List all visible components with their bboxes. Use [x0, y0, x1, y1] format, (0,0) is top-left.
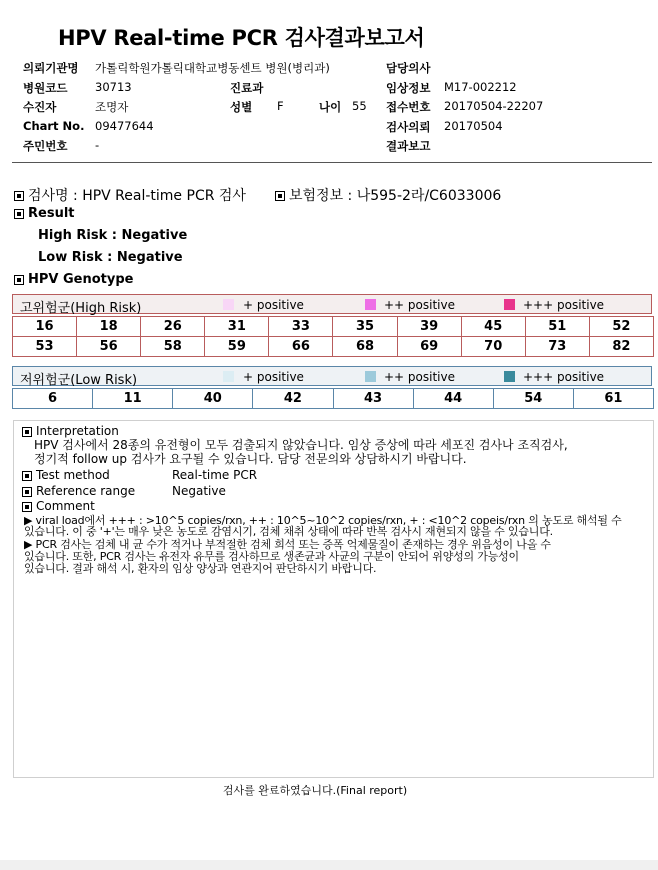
interpretation-text-2: 정기적 follow up 검사가 요구될 수 있습니다. 담당 전문의와 상담하시기 바랍니다.	[34, 452, 467, 466]
resident-no-value: -	[95, 138, 100, 152]
genotype-cell: 59	[205, 337, 269, 357]
reference-range-label: Reference range	[36, 484, 136, 498]
clinical-info-label: 임상정보	[386, 81, 431, 95]
sex-value: F	[277, 99, 284, 113]
genotype-cell: 44	[413, 389, 493, 409]
insurance-line	[275, 185, 501, 205]
plus-plus-plus-swatch	[504, 299, 515, 310]
legend-plus-plus-plus: +++ positive	[523, 298, 605, 312]
checkbox-square-icon	[22, 471, 32, 481]
genotype-cell: 53	[13, 337, 77, 357]
test-request-label: 검사의뢰	[386, 120, 431, 134]
genotype-cell: 18	[77, 317, 141, 337]
collector-value: 조명자	[95, 100, 129, 114]
genotype-cell: 11	[93, 389, 173, 409]
genotype-cell: 40	[173, 389, 253, 409]
result-heading: Result	[28, 206, 75, 221]
genotype-cell: 26	[141, 317, 205, 337]
comment-text-3: ▶ PCR 검사는 검체 내 균 수가 적거나 부적절한 검체 희석 또는 증폭 억제물질이 존재하는 경우 위음성이 나올 수	[24, 538, 551, 551]
chart-no-value: 09477644	[95, 119, 154, 133]
genotype-cell: 39	[397, 317, 461, 337]
checkbox-square-icon	[22, 427, 32, 437]
department-label: 진료과	[230, 81, 264, 95]
table-row	[13, 337, 654, 357]
low-risk-table	[12, 388, 654, 409]
checkbox-square-icon	[22, 502, 32, 512]
low-risk-group-name: 저위험군(Low Risk)	[20, 373, 138, 388]
report-title: HPV Real-time PCR 검사결과보고서	[58, 26, 425, 50]
high-risk-header	[12, 294, 652, 314]
plus-swatch	[223, 371, 234, 382]
legend-plus-plus: ++ positive	[384, 298, 455, 312]
final-report-note: 검사를 완료하였습니다.(Final report)	[222, 784, 408, 797]
genotype-cell: 42	[253, 389, 333, 409]
plus-swatch	[223, 299, 234, 310]
doctor-label: 담당의사	[386, 61, 431, 75]
test-method-label: Test method	[36, 468, 110, 482]
receipt-no-label: 접수번호	[386, 100, 431, 114]
checkbox-square-icon	[275, 191, 285, 201]
age-value: 55	[352, 99, 367, 113]
age-label: 나이	[319, 100, 342, 114]
result-report-label: 결과보고	[386, 139, 431, 153]
test-name: 검사명 : HPV Real-time PCR 검사	[28, 188, 246, 204]
genotype-cell: 68	[333, 337, 397, 357]
genotype-cell: 31	[205, 317, 269, 337]
reference-range-value: Negative	[172, 484, 226, 498]
checkbox-square-icon	[14, 275, 24, 285]
genotype-cell: 16	[13, 317, 77, 337]
genotype-cell: 56	[77, 337, 141, 357]
table-row	[13, 317, 654, 337]
legend-plus: + positive	[243, 370, 304, 384]
comment-text-1: ▶ viral load에서 +++ : >10^5 copies/rxn, ++ : 10^5~10^2 copies/rxn, + : <10^2 copeis/rxn 의 농도로 해석될 수	[24, 514, 622, 527]
genotype-cell: 33	[269, 317, 333, 337]
clinical-info-value: M17-002212	[444, 80, 517, 94]
legend-plus-plus: ++ positive	[384, 370, 455, 384]
resident-no-label: 주민번호	[23, 139, 68, 153]
page-bottom-edge	[0, 860, 658, 870]
genotype-cell: 66	[269, 337, 333, 357]
plus-plus-swatch	[365, 371, 376, 382]
high-risk-table	[12, 316, 654, 357]
comment-text-4: 있습니다. 또한, PCR 검사는 유전자 유무를 검사하므로 생존균과 사균의 구분이 안되어 위양성의 가능성이	[24, 550, 519, 563]
result-heading-line	[14, 206, 75, 221]
low-risk-result: Low Risk : Negative	[38, 250, 183, 265]
test-request-value: 20170504	[444, 119, 503, 133]
reference-range-line	[22, 484, 135, 498]
requesting-org-value: 가톨릭학원가톨릭대학교병동센트 병원(병리과)	[95, 61, 330, 75]
comment-text-2: 있습니다. 이 중 '+'는 매우 낮은 농도로 감염시기, 검체 채취 상태에 따라 반복 검사시 재현되지 않을 수 있습니다.	[24, 525, 553, 538]
genotype-cell: 69	[397, 337, 461, 357]
high-risk-result: High Risk : Negative	[38, 228, 188, 243]
legend-plus-plus-plus: +++ positive	[523, 370, 605, 384]
interpretation-text-1: HPV 검사에서 28종의 유전형이 모두 검출되지 않았습니다. 임상 증상에 따라 세포진 검사나 조직검사,	[34, 438, 568, 452]
hospital-code-label: 병원코드	[23, 81, 68, 95]
requesting-org-label: 의뢰기관명	[23, 61, 79, 75]
genotype-cell: 54	[493, 389, 573, 409]
genotype-cell: 82	[589, 337, 653, 357]
legend-plus: + positive	[243, 298, 304, 312]
table-row	[13, 389, 654, 409]
genotype-cell: 61	[573, 389, 653, 409]
genotype-cell: 52	[589, 317, 653, 337]
genotype-cell: 58	[141, 337, 205, 357]
genotype-cell: 35	[333, 317, 397, 337]
interpretation-line	[22, 424, 119, 438]
test-name-line	[14, 185, 246, 205]
genotype-cell: 45	[461, 317, 525, 337]
sex-label: 성별	[230, 100, 253, 114]
plus-plus-plus-swatch	[504, 371, 515, 382]
plus-plus-swatch	[365, 299, 376, 310]
genotype-cell: 6	[13, 389, 93, 409]
collector-label: 수진자	[23, 100, 57, 114]
checkbox-square-icon	[22, 487, 32, 497]
test-method-value: Real-time PCR	[172, 468, 258, 482]
genotype-cell: 43	[333, 389, 413, 409]
high-risk-group-name: 고위험군(High Risk)	[20, 301, 142, 316]
header-divider	[12, 162, 652, 163]
comment-label: Comment	[36, 499, 95, 513]
receipt-no-value: 20170504-22207	[444, 99, 544, 113]
checkbox-square-icon	[14, 209, 24, 219]
comment-line	[22, 499, 95, 513]
hospital-code-value: 30713	[95, 80, 132, 94]
genotype-cell: 70	[461, 337, 525, 357]
comment-text-5: 있습니다. 결과 해석 시, 환자의 임상 양상과 연관지어 판단하시기 바랍니다.	[24, 562, 377, 575]
genotype-heading-line	[14, 272, 133, 287]
test-method-line	[22, 468, 110, 482]
interpretation-label: Interpretation	[36, 424, 119, 438]
insurance-info: 보험정보 : 나595-2라/C6033006	[289, 188, 502, 204]
genotype-cell: 73	[525, 337, 589, 357]
genotype-heading: HPV Genotype	[28, 272, 134, 287]
chart-no-label: Chart No.	[23, 119, 85, 133]
checkbox-square-icon	[14, 191, 24, 201]
low-risk-header	[12, 366, 652, 386]
genotype-cell: 51	[525, 317, 589, 337]
